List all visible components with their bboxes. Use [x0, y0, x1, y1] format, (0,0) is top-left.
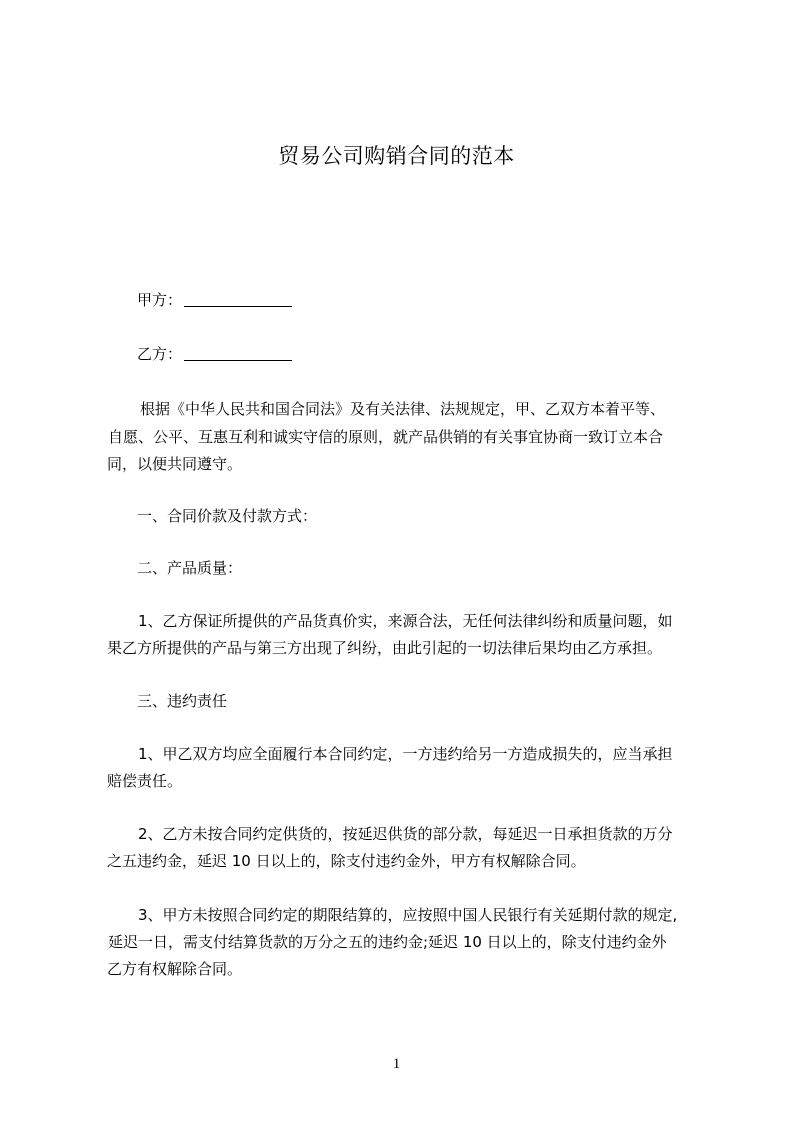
liability-clause-1-line: 赔偿责任。	[107, 772, 183, 790]
quality-clause-line: 果乙方所提供的产品与第三方出现了纠纷，由此引起的一切法律后果均由乙方承担。	[107, 639, 663, 657]
liability-clause-2-line: 2、乙方未按合同约定供货的，按延迟供货的部分款，每延迟一日承担货款的万分	[138, 825, 673, 843]
party-a-line	[137, 287, 747, 313]
section-heading-liability: 三、违约责任	[137, 692, 228, 710]
section-heading-quality: 二、产品质量：	[137, 559, 243, 577]
liability-clause-2-line: 之五违约金，延迟 10 日以上的，除支付违约金外，甲方有权解除合同。	[107, 852, 586, 870]
intro-line: 自愿、公平、互惠互利和诚实守信的原则，就产品供销的有关事宜协商一致订立本合	[108, 428, 664, 446]
party-b-blank	[184, 345, 292, 361]
liability-clause-3-line: 3、甲方未按照合同约定的期限结算的，应按照中国人民银行有关延期付款的规定,	[138, 906, 678, 924]
liability-clause-3-line: 乙方有权解除合同。	[107, 960, 243, 978]
party-a-label: 甲方：	[137, 291, 183, 309]
intro-line: 同，以便共同遵守。	[107, 455, 243, 473]
page-number: 1	[392, 1056, 401, 1072]
liability-clause-1-line: 1、甲乙双方均应全面履行本合同约定，一方违约给另一方造成损失的，应当承担	[138, 745, 673, 763]
document-title: 贸易公司购销合同的范本	[278, 144, 515, 168]
section-heading-payment: 一、合同价款及付款方式：	[137, 507, 318, 525]
party-b-line	[137, 341, 747, 367]
party-a-blank	[184, 291, 292, 307]
quality-clause-line: 1、乙方保证所提供的产品货真价实，来源合法，无任何法律纠纷和质量问题，如	[138, 612, 673, 630]
party-b-label: 乙方：	[137, 345, 183, 363]
intro-line: 根据《中华人民共和国合同法》及有关法律、法规规定，甲、乙双方本着平等、	[140, 400, 666, 418]
liability-clause-3-line: 延迟一日，需支付结算货款的万分之五的违约金;延迟 10 日以上的，除支付违约金外	[108, 933, 667, 951]
